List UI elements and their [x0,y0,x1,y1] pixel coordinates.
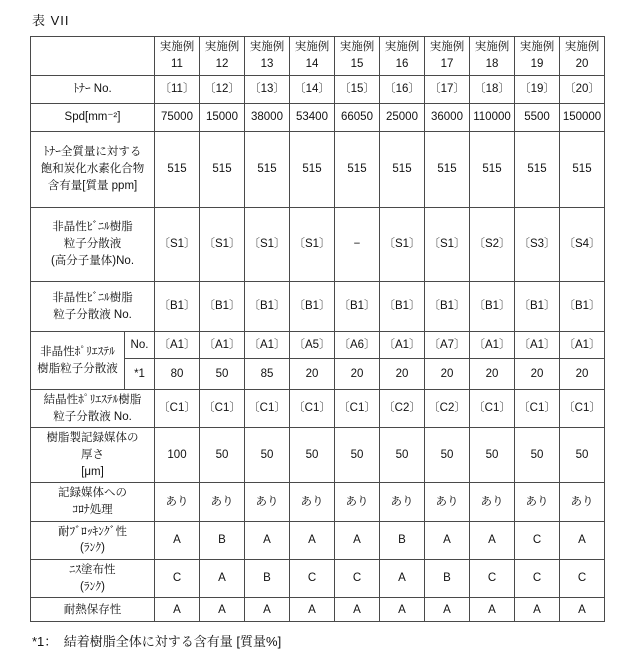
table-cell: 〔S2〕 [470,208,515,282]
table-cell: 515 [290,132,335,208]
table-row [31,390,605,428]
table-cell: A [560,598,605,622]
table-cell: B [200,521,245,559]
table-cell: A [560,521,605,559]
table-cell: 〔A5〕 [290,332,335,359]
table-cell: C [515,560,560,598]
table-cell: 50 [335,428,380,483]
table-cell: 〔A1〕 [515,332,560,359]
table-cell: 20 [425,359,470,390]
column-header-20: 実施例 20 [560,37,605,76]
table-cell: 50 [200,428,245,483]
row-label: ﾄﾅｰ No. [31,76,155,104]
table-header [31,37,605,76]
table-row [31,560,605,598]
column-header-12: 実施例 12 [200,37,245,76]
table-body [31,76,605,622]
table-cell: 50 [560,428,605,483]
table-cell: 20 [515,359,560,390]
row-group-label: 非晶性ﾎﾟﾘｴｽﾃﾙ 樹脂粒子分散液 [31,332,125,390]
table-cell: 〔B1〕 [290,282,335,332]
table-cell: 53400 [290,104,335,132]
table-cell: 20 [560,359,605,390]
table-cell: 515 [380,132,425,208]
table-cell: あり [290,483,335,521]
table-cell: 100 [155,428,200,483]
table-cell: 〔20〕 [560,76,605,104]
table-cell: 515 [245,132,290,208]
table-row [31,521,605,559]
column-header-19: 実施例 19 [515,37,560,76]
table-cell: 〔15〕 [335,76,380,104]
row-label: 非晶性ﾋﾞﾆﾙ樹脂 粒子分散液 No. [31,282,155,332]
table-cell: 50 [200,359,245,390]
table-cell: 20 [290,359,335,390]
table-cell: 515 [425,132,470,208]
table-cell: 〔A7〕 [425,332,470,359]
table-cell: 〔C1〕 [155,390,200,428]
table-cell: A [245,598,290,622]
table-cell: 515 [560,132,605,208]
row-label: 結晶性ﾎﾟﾘｴｽﾃﾙ樹脂 粒子分散液 No. [31,390,155,428]
table-cell: 〔C1〕 [515,390,560,428]
table-cell: 〔S1〕 [245,208,290,282]
table-cell: 5500 [515,104,560,132]
table-row [31,208,605,282]
table-cell: 〔S1〕 [425,208,470,282]
table-cell: A [155,521,200,559]
table-cell: 515 [200,132,245,208]
table-cell: 85 [245,359,290,390]
table-cell: A [290,598,335,622]
table-cell: C [335,560,380,598]
table-cell: 〔14〕 [290,76,335,104]
row-label: 樹脂製記録媒体の 厚さ [μm] [31,428,155,483]
table-row [31,428,605,483]
table-cell: 20 [380,359,425,390]
table-cell: A [200,598,245,622]
column-header-15: 実施例 15 [335,37,380,76]
table-row [31,483,605,521]
table-row [31,282,605,332]
table-cell: A [380,598,425,622]
column-header-14: 実施例 14 [290,37,335,76]
table-cell: あり [335,483,380,521]
table-row [31,598,605,622]
table-cell: C [155,560,200,598]
table-cell: A [245,521,290,559]
table-cell: 〔C1〕 [290,390,335,428]
table-cell: 20 [335,359,380,390]
table-cell: 515 [335,132,380,208]
table-cell: 〔S4〕 [560,208,605,282]
column-header-16: 実施例 16 [380,37,425,76]
table-cell: 50 [245,428,290,483]
row-label: 非晶性ﾋﾞﾆﾙ樹脂 粒子分散液 (高分子量体)No. [31,208,155,282]
table-row [31,76,605,104]
table-cell: 〔S1〕 [155,208,200,282]
table-cell: A [470,598,515,622]
table-cell: 15000 [200,104,245,132]
table-cell: 25000 [380,104,425,132]
table-cell: 〔19〕 [515,76,560,104]
row-label: Spd[mm⁻²] [31,104,155,132]
column-header-11: 実施例 11 [155,37,200,76]
corner-cell [31,37,155,76]
table-cell: 〔C1〕 [335,390,380,428]
table-cell: 50 [290,428,335,483]
table-cell: A [290,521,335,559]
table-cell: 110000 [470,104,515,132]
table-row [31,132,605,208]
table-cell: 〔18〕 [470,76,515,104]
table-cell: B [425,560,470,598]
table-cell: あり [245,483,290,521]
column-header-17: 実施例 17 [425,37,470,76]
table-cell: 50 [425,428,470,483]
table-cell: A [155,598,200,622]
table-cell: 〔13〕 [245,76,290,104]
table-cell: あり [515,483,560,521]
table-title: 表 VII [32,13,70,28]
table-cell: 〔S1〕 [380,208,425,282]
table-cell: 50 [470,428,515,483]
table-cell: 75000 [155,104,200,132]
table-cell: 150000 [560,104,605,132]
table-cell: あり [380,483,425,521]
table-cell: 〔A1〕 [380,332,425,359]
row-sublabel: *1 [125,359,155,390]
table-cell: A [200,560,245,598]
table-cell: 〔C1〕 [245,390,290,428]
table-cell: 〔B1〕 [335,282,380,332]
table-cell: 80 [155,359,200,390]
table-cell: A [470,521,515,559]
table-cell: 〔17〕 [425,76,470,104]
table-cell: 36000 [425,104,470,132]
column-header-13: 実施例 13 [245,37,290,76]
table-cell: 〔B1〕 [245,282,290,332]
table-cell: 66050 [335,104,380,132]
table-cell: 〔C1〕 [560,390,605,428]
table-cell: 〔B1〕 [380,282,425,332]
row-label: 記録媒体への ｺﾛﾅ処理 [31,483,155,521]
table-cell: 〔C1〕 [470,390,515,428]
table-cell: 20 [470,359,515,390]
table-cell: 〔A1〕 [245,332,290,359]
table-cell: C [560,560,605,598]
row-label: ﾆｽ塗布性 (ﾗﾝｸ) [31,560,155,598]
table-cell: あり [155,483,200,521]
table-cell: A [380,560,425,598]
table-cell: 〔12〕 [200,76,245,104]
table-cell: C [470,560,515,598]
table-cell: 〔B1〕 [515,282,560,332]
table-cell: 〔B1〕 [425,282,470,332]
table-cell: 〔11〕 [155,76,200,104]
table-cell: 〔S1〕 [290,208,335,282]
table-row [31,104,605,132]
row-label: 耐ﾌﾞﾛｯｷﾝｸﾞ性 (ﾗﾝｸ) [31,521,155,559]
table-cell: 50 [515,428,560,483]
table-cell: B [245,560,290,598]
table-cell: あり [470,483,515,521]
row-sublabel: No. [125,332,155,359]
table-cell: − [335,208,380,282]
table-cell: 〔B1〕 [470,282,515,332]
table-cell: 〔C2〕 [425,390,470,428]
row-label: ﾄﾅｰ全質量に対する 飽和炭化水素化合物 含有量[質量 ppm] [31,132,155,208]
table-cell: 〔C1〕 [200,390,245,428]
table-cell: 〔S1〕 [200,208,245,282]
table-row [31,332,605,359]
table-cell: A [335,598,380,622]
table-cell: あり [425,483,470,521]
table-cell: 〔A1〕 [200,332,245,359]
table-cell: 〔B1〕 [200,282,245,332]
table-cell: 〔A1〕 [155,332,200,359]
row-label: 耐熱保存性 [31,598,155,622]
table-cell: 38000 [245,104,290,132]
data-table [30,36,605,622]
column-header-18: 実施例 18 [470,37,515,76]
table-cell: 〔16〕 [380,76,425,104]
table-cell: B [380,521,425,559]
table-cell: 〔S3〕 [515,208,560,282]
table-cell: C [290,560,335,598]
table-footnote: *1： 結着樹脂全体に対する含有量 [質量%] [32,634,282,650]
table-cell: 〔A1〕 [560,332,605,359]
table-cell: 〔C2〕 [380,390,425,428]
table-cell: あり [200,483,245,521]
table-cell: あり [560,483,605,521]
table-cell: 50 [380,428,425,483]
table-cell: 〔B1〕 [560,282,605,332]
table-cell: A [425,598,470,622]
table-cell: 〔A1〕 [470,332,515,359]
table-cell: A [425,521,470,559]
table-cell: 515 [155,132,200,208]
header-row [31,37,605,76]
table-cell: 〔B1〕 [155,282,200,332]
table-cell: 515 [515,132,560,208]
table-cell: A [515,598,560,622]
table-cell: 515 [470,132,515,208]
table-cell: 〔A6〕 [335,332,380,359]
table-cell: C [515,521,560,559]
table-cell: A [335,521,380,559]
